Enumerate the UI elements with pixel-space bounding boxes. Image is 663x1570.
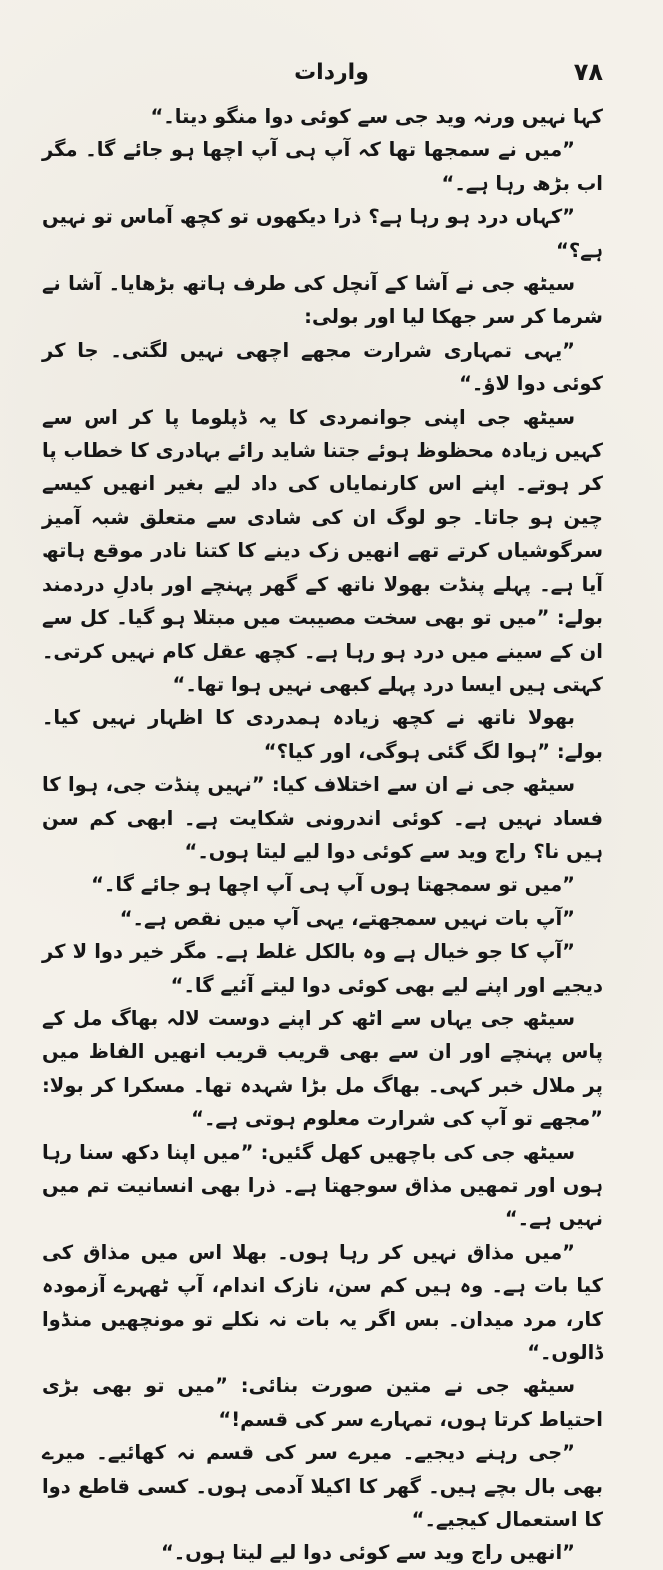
paragraph: سیٹھ جی کی باچھیں کھل گئیں: ”میں اپنا دکھ سنا رہا ہوں اور تمھیں مذاق سوجھتا ہے۔ ذرا بھی انسانیت تم میں نہیں ہے۔“: [42, 1140, 603, 1231]
paragraph: ”انھیں راج وید سے کوئی دوا لیے لیتا ہوں۔“: [160, 1541, 575, 1565]
paragraph: سیٹھ جی یہاں سے اٹھ کر اپنے دوست لالہ بھاگ مل کے پاس پہنچے اور ان سے بھی قریب قریب انھیں الفاظ میں پر ملال خبر کہی۔ بھاگ مل بڑا شہدہ تھا۔ مسکرا کر بولا: ”مجھے تو آپ کی شرارت معلوم ہوتی ہے۔“: [42, 1006, 603, 1131]
paragraph: ”آپ کا جو خیال ہے وہ بالکل غلط ہے۔ مگر خیر دوا لا کر دیجیے اور اپنے لیے بھی کوئی دوا لیتے آئیے گا۔“: [42, 940, 603, 997]
paragraph: سیٹھ جی نے ان سے اختلاف کیا: ”نہیں پنڈت جی، ہوا کا فساد نہیں ہے۔ کوئی اندرونی شکایت ہے۔ ابھی کم سن ہیں نا؟ راج وید سے کوئی دوا لیے لیتا ہوں۔“: [42, 773, 603, 863]
paragraph: سیٹھ جی نے آشا کے آنچل کی طرف ہاتھ بڑھایا۔ آشا نے شرما کر سر جھکا لیا اور بولی:: [42, 272, 603, 329]
paragraph: ”کہاں درد ہو رہا ہے؟ ذرا دیکھوں تو کچھ آماس تو نہیں ہے؟“: [42, 205, 603, 262]
paragraph: ”آپ بات نہیں سمجھتے، یہی آپ میں نقص ہے۔“: [119, 906, 575, 930]
paragraph: کہا نہیں ورنہ وید جی سے کوئی دوا منگو دیتا۔“: [150, 105, 603, 128]
paragraph: سیٹھ جی نے متین صورت بنائی: ”میں تو بھی بڑی احتیاط کرتا ہوں، تمہارے سر کی قسم!“: [42, 1374, 603, 1431]
paragraph: ”یہی تمہاری شرارت مجھے اچھی نہیں لگتی۔ جا کر کوئی دوا لاؤ۔“: [42, 338, 603, 396]
paragraph: سیٹھ جی اپنی جوانمردی کا یہ ڈپلوما پا کر اس سے کہیں زیادہ محظوظ ہوئے جتنا شاید رائے بہادری کا خطاب پا کر ہوتے۔ اپنے اس کارنمایاں کی داد لیے بغیر انھیں کیسے چین ہو جاتا۔ جو لوگ ان کی شادی سے متعلق شبہ آمیز سرگوشیاں کرتے تھے انھیں زک دینے کا کتنا نادر موقع ہاتھ آیا ہے۔ پہلے پنڈت بھولا ناتھ کے گھر پہنچے اور بادلِ دردمند بولے: ”میں تو بھی سخت مصیبت میں مبتلا ہو گیا۔ کل سے ان کے سینے میں درد ہو رہا ہے۔ کچھ عقل کام نہیں کرتی۔ کہتی ہیں ایسا درد پہلے کبھی نہیں ہوا تھا۔“: [42, 405, 603, 696]
paragraph: ”جی رہنے دیجیے۔ میرے سر کی قسم نہ کھائیے۔ میرے بھی بال بچے ہیں۔ گھر کا اکیلا آدمی ہوں۔ کسی قاطع دوا کا استعمال کیجیے۔“: [42, 1441, 603, 1532]
paragraph: ”میں تو سمجھتا ہوں آپ ہی آپ اچھا ہو جائے گا۔“: [91, 873, 575, 897]
chapter-title: واردات: [294, 60, 369, 85]
body-text: [42, 100, 603, 1570]
paragraph: ”میں نے سمجھا تھا کہ آپ ہی آپ اچھا ہو جائے گا۔ مگر اب بڑھ رہا ہے۔“: [42, 138, 603, 195]
page-number: ۷۸: [573, 58, 603, 86]
page-header: [60, 58, 603, 92]
paragraph: بھولا ناتھ نے کچھ زیادہ ہمدردی کا اظہار نہیں کیا۔ بولے: ”ہوا لگ گئی ہوگی، اور کیا؟“: [42, 706, 603, 763]
paragraph: ”میں مذاق نہیں کر رہا ہوں۔ بھلا اس میں مذاق کی کیا بات ہے۔ وہ ہیں کم سن، نازک اندام، آپ ٹھہرے آزمودہ کار، مرد میدان۔ بس اگر یہ بات نہ نکلے تو مونچھیں منڈوا ڈالوں۔“: [42, 1240, 603, 1365]
